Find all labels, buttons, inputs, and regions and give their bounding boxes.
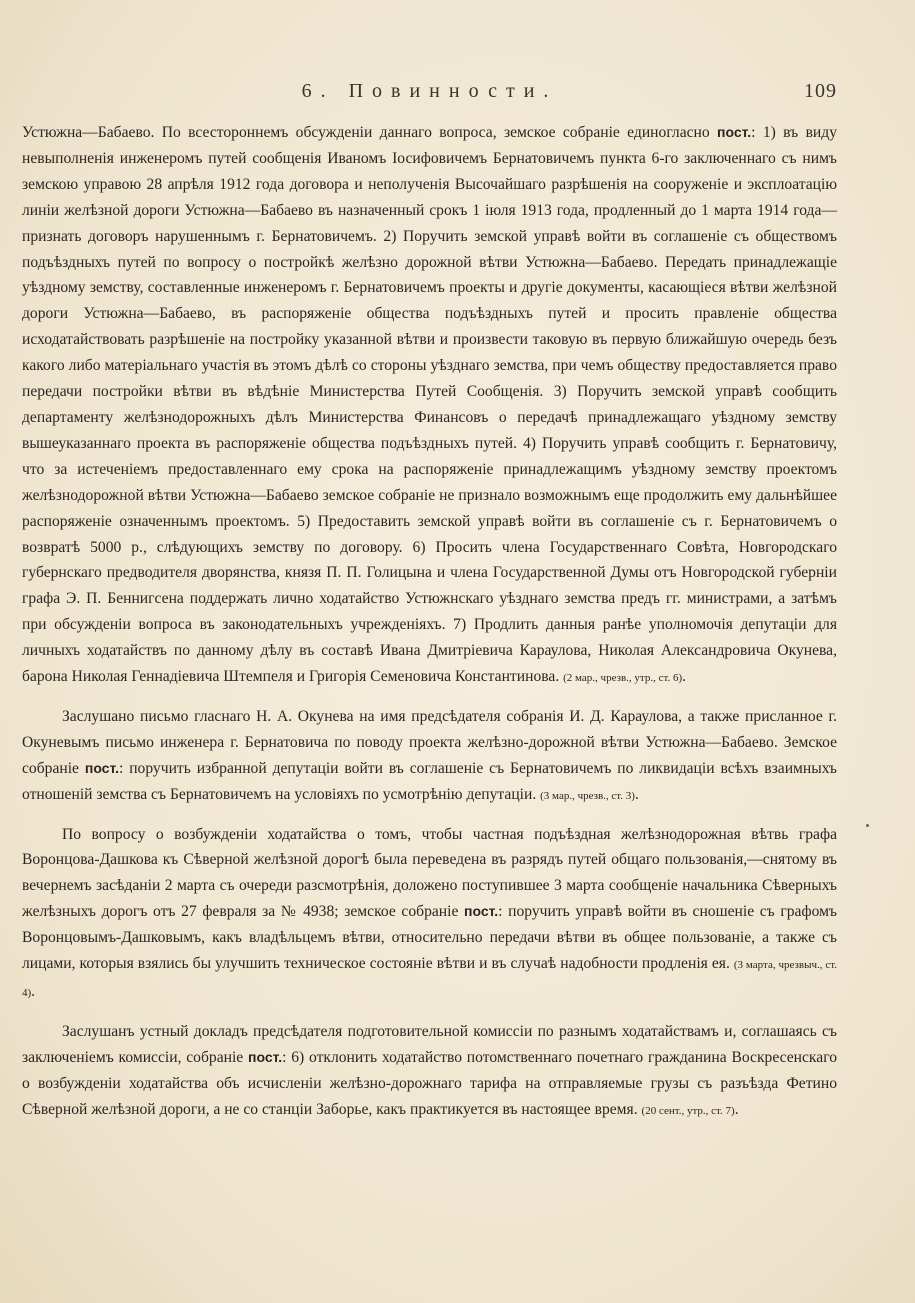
paragraph-4 [22,1019,837,1125]
session-reference: (3 марта, чрезвыч., ст. 4) [22,959,837,999]
session-reference: (2 мар., чрезв., утр., ст. 6) [563,672,683,685]
page-number: 109 [804,80,837,102]
resolution-marker: пост. [84,759,119,776]
document-body [22,120,837,1125]
text-run: : поручить избранной депутаціи войти въ соглашеніе съ Бернатовичемъ по ликвидаціи всѣхъ взаимныхъ отношеній земства съ Бернатовичемъ на условіяхъ по усмотрѣнію депутаціи. [22,759,837,803]
paragraph-1 [22,120,837,692]
session-reference: (20 сент., утр., ст. 7) [641,1104,735,1117]
paragraph-2 [22,704,837,810]
paragraph-3 [22,822,837,1007]
margin-mark [866,824,869,827]
text-run: Заслушанъ устный докладъ предсѣдателя подготовительной комиссіи по разнымъ ходатайствамъ и, соглашаясь съ заключеніемъ комиссіи, собраніе [22,1022,837,1066]
text-run: . [682,668,687,686]
resolution-marker: пост. [464,903,499,920]
text-run: : поручить управѣ войти въ сношеніе съ графомъ Воронцовымъ-Дашковымъ, какъ владѣльцемъ вѣтви, относительно передачи вѣтви въ общее пользованіе, а также съ лицами, которыя взялись бы улучшить техническое состояніе вѣтви и въ случаѣ надобности продленія ея. [22,903,837,973]
resolution-marker: пост. [717,124,752,140]
text-run: : 6) отклонить ходатайство потомственнаго почетнаго гражданина Воскресенскаго о возбужденіи ходатайства объ исчисленіи желѣзно-дорожнаго тарифа на отправляемые грузы съ разъѣзда Фетино Сѣверной желѣзной дороги, а не со станціи Заборье, какъ практикуется въ настоящее время. [22,1048,837,1118]
text-run: Заслушано письмо гласнаго Н. А. Окунева на имя предсѣдателя собранія И. Д. Караулова, а также присланное г. Окуневымъ письмо инженера г. Бернатовича по поводу проекта желѣзно-дорожной вѣтви Устюжна—Бабаево. Земское собраніе [22,707,837,777]
text-run: . [734,1100,739,1118]
text-run: . [31,983,36,1000]
text-run: . [634,785,639,803]
page-header [22,80,837,106]
text-run: По вопросу о возбужденіи ходатайства о томъ, чтобы частная подъѣздная желѣзнодорожная вѣтвь графа Воронцова-Дашкова къ Сѣверной желѣзной дорогѣ была переведена въ разрядъ путей общаго пользованія,—снятому въ вечернемъ засѣданіи 2 марта съ очереди разсмотрѣнія, доложено поступившее 3 марта сообщеніе начальника Сѣверныхъ желѣзныхъ дорогъ отъ 27 февраля за № 4938; земское собраніе [22,825,837,921]
session-reference: (3 мар., чрезв., ст. 3) [540,789,635,802]
text-run: Устюжна—Бабаево. По всестороннемъ обсужденіи даннаго вопроса, земское собраніе единогласно [22,124,718,141]
text-run: : 1) въ виду невыполненія инженеромъ путей сообщенія Иваномъ Іосифовичемъ Бернатовичемъ пункта 6-го заключеннаго съ нимъ земскою управою 28 апрѣля 1912 года договора и неполученія Высочайшаго разрѣшенія на сооруженіе и эксплоатацію линіи желѣзной дороги Устюжна—Бабаево въ назначенный срокъ 1 іюля 1913 года, продленный до 1 марта 1914 года—признать договоръ нарушеннымъ г. Бернатовичемъ. 2) Поручить земской управѣ войти въ соглашеніе съ обществомъ подъѣздныхъ путей по вопросу о постройкѣ желѣзно дорожной вѣтви Устюжна—Бабаево. Передать принадлежащіе уѣздному земству, составленные инженеромъ г. Бернатовичемъ проекты и другіе документы, касающіеся вѣтви желѣзной дороги Устюжна—Бабаево, въ распоряженіе общества подъѣздныхъ путей и просить правленіе общества исходатайствовать разрѣшеніе на постройку указанной вѣтви и произвести таковую въ первую ближайшую очередь безъ какого либо матеріальнаго участія въ этомъ дѣлѣ со стороны уѣзднаго земства, при чемъ обществу предоставляется право передачи постройки вѣтви въ вѣдѣніе Министерства Путей Сообщенія. 3) Поручить земской управѣ сообщить департаменту желѣзнодорожныхъ дѣлъ Министерства Финансовъ о передачѣ принадлежащаго уѣздному земству вышеуказаннаго проекта въ распоряженіе общества подъѣздныхъ путей. 4) Поручить управѣ сообщить г. Бернатовичу, что за истеченіемъ предоставленнаго ему срока на распоряженіе принадлежащимъ уѣздному земству проектомъ желѣзнодорожной вѣтви Устюжна—Бабаево земское собраніе не признало возможнымъ еще продолжить ему дальнѣйшее распоряженіе означеннымъ проектомъ. 5) Предоставить земской управѣ войти въ соглашеніе съ г. Бернатовичемъ о возвратѣ 5000 р., слѣдующихъ земству по договору. 6) Просить члена Государственнаго Совѣта, Новгородскаго губернскаго предводителя дворянства, князя П. П. Голицына и члена Государственной Думы отъ Новгородской губерніи графа Э. П. Беннигсена поддержать лично ходатайство Устюжнскаго уѣзднаго земства предъ гг. министрами, а затѣмъ при обсужденіи вопроса въ законодательныхъ учрежденіяхъ. 7) Продлить данныя ранѣе уполномочія депутаціи для личныхъ ходатайствъ по данному дѣлу въ составѣ Ивана Дмитріевича Караулова, Николая Александровича Окунева, барона Николая Геннадіевича Штемпеля и Григорія Семеновича Константинова. [22,124,838,686]
resolution-marker: пост. [248,1048,283,1065]
section-title: 6. Повинности. [301,80,558,102]
